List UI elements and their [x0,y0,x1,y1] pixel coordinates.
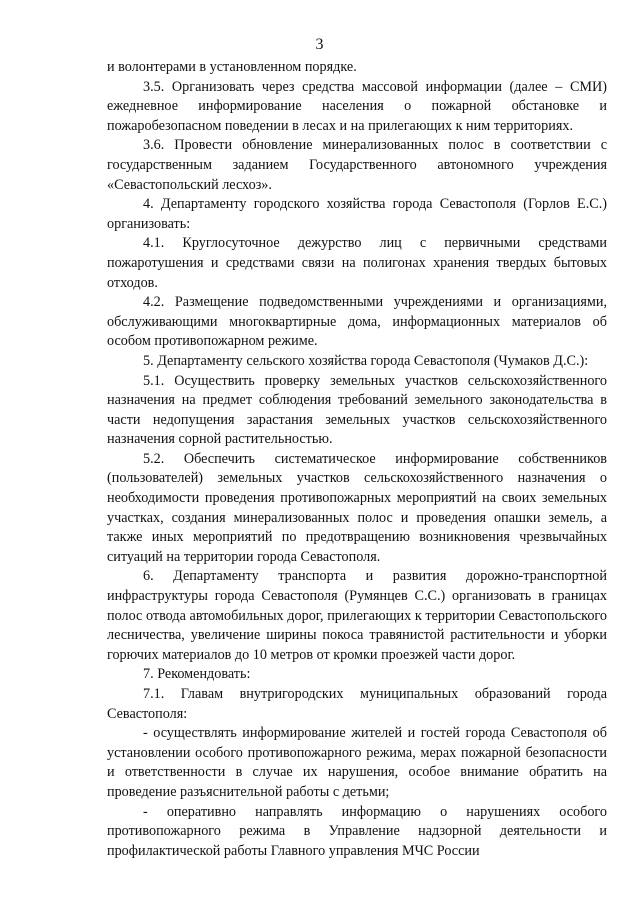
page-number: 3 [315,36,324,53]
paragraph-5-1: 5.1. Осуществить проверку земельных участков сельскохозяйственного назначения на предмет соблюдения требований земельного законодательства в части недопущения зарастания земельных участков сельскохозяйственного назначения сорной растительностью. [107,372,607,448]
paragraph-4-1: 4.1. Круглосуточное дежурство лиц с первичными средствами пожаротушения и средствами связи на полигонах хранения твердых бытовых отходов. [107,235,607,291]
paragraph-3-6: 3.6. Провести обновление минерализованных полос в соответствии с государственным заданием Государственного автономного учреждения «Севастопольский лесхоз». [107,137,607,193]
paragraph-5-2: 5.2. Обеспечить систематическое информирование собственников (пользователей) земельных участков сельскохозяйственного назначения о необходимости проведения противопожарных мероприятий на своих земельных участках, создания минерализованных полос и проведения опашки земель, а также иных мероприятий по предотвращению возникновения чрезвычайных ситуаций на территории города Севастополя. [107,450,607,565]
list-item-inform-residents: - осуществлять информирование жителей и гостей города Севастополя об установлении особого противопожарного режима, мерах пожарной безопасности и ответственности в случае их нарушения, особое внимание обратить на проведение разъяснительной работы с детьми; [107,725,607,800]
paragraph-6: 6. Департаменту транспорта и развития дорожно-транспортной инфраструктуры города Севастополя (Румянцев С.С.) организовать в границах полос отвода автомобильных дорог, прилегающих к территории Севастопольского лесничества, увеличение ширины покоса травянистой растительности и уборки горючих материалов до 10 метров от кромки проезжей части дорог. [107,568,607,663]
paragraph-4-2: 4.2. Размещение подведомственными учреждениями и организациями, обслуживающими многоквартирные дома, информационных материалов об особом противопожарном режиме. [107,294,607,350]
document-body [107,58,607,861]
paragraph-3-5: 3.5. Организовать через средства массовой информации (далее – СМИ) ежедневное информирование населения о пожарной обстановке и пожаробезопасном поведении в лесах и на прилегающих к ним территориях. [107,78,607,134]
paragraph-7: 7. Рекомендовать: [143,666,251,683]
paragraph-continuation: и волонтерами в установленном порядке. [107,59,357,75]
list-item-send-violations: - оперативно направлять информацию о нарушениях особого противопожарного режима в Управление надзорной деятельности и профилактической работы Главного управления МЧС России [107,803,607,859]
paragraph-5: 5. Департаменту сельского хозяйства города Севастополя (Чумаков Д.С.): [143,352,589,369]
paragraph-4: 4. Департаменту городского хозяйства города Севастополя (Горлов Е.С.) организовать: [107,196,607,232]
paragraph-7-1: 7.1. Главам внутригородских муниципальных образований города Севастополя: [107,686,607,722]
